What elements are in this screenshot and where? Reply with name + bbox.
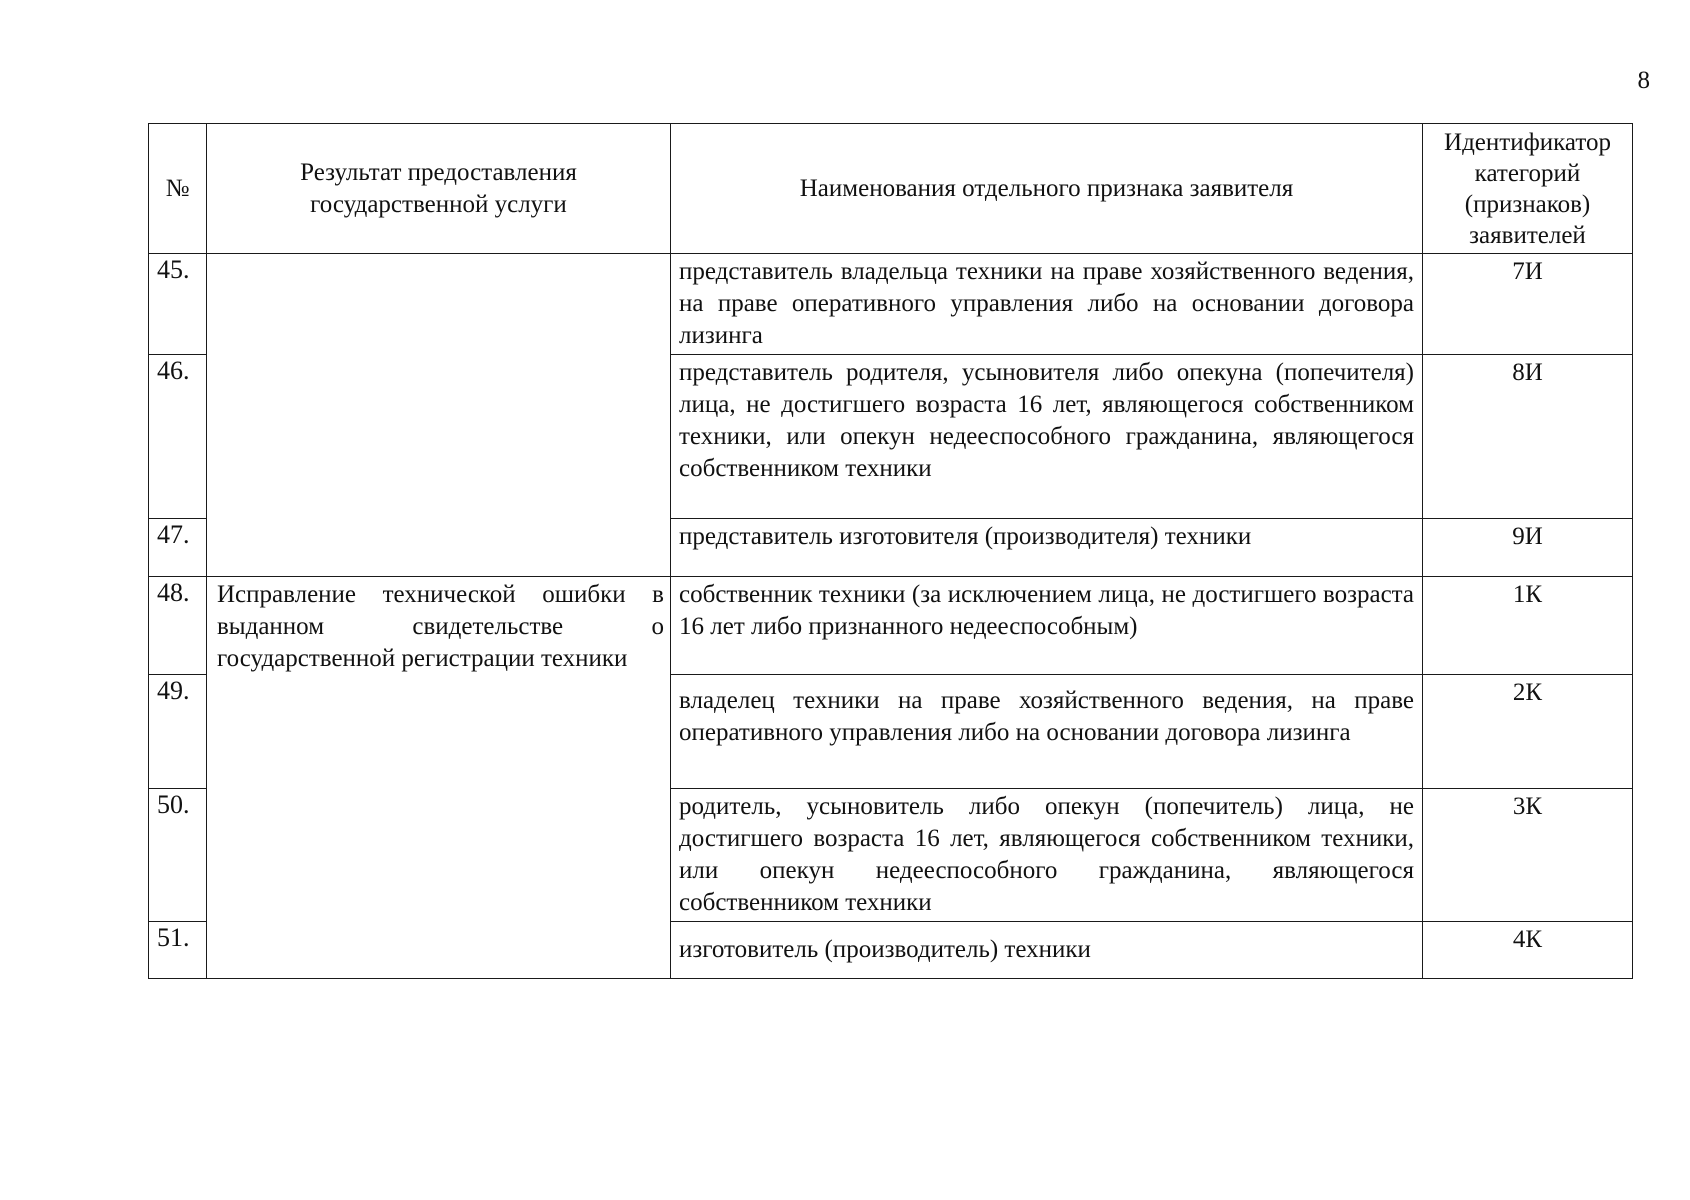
attribute-cell: собственник техники (за исключением лица, не достигшего возраста 16 лет либо признанного недееспособным) bbox=[671, 577, 1423, 675]
table-row bbox=[149, 577, 1633, 675]
page-number: 8 bbox=[1637, 67, 1650, 94]
row-number: 47. bbox=[149, 519, 207, 577]
attribute-cell: родитель, усыновитель либо опекун (попечитель) лица, не достигшего возраста 16 лет, являющегося собственником техники, или опекун недееспособного гражданина, являющегося собственником техники bbox=[671, 789, 1423, 922]
attribute-cell: представитель изготовителя (производителя) техники bbox=[671, 519, 1423, 577]
result-cell: Исправление технической ошибки в выданном свидетельстве о государственной регистрации техники bbox=[207, 577, 671, 979]
attribute-cell: владелец техники на праве хозяйственного ведения, на праве оперативного управления либо на основании договора лизинга bbox=[671, 675, 1423, 789]
attribute-cell: представитель родителя, усыновителя либо опекуна (попечителя) лица, не достигшего возраста 16 лет, являющегося собственником техники, или опекун недееспособного гражданина, являющегося собственником техники bbox=[671, 355, 1423, 519]
table-row bbox=[149, 254, 1633, 355]
identifier-cell: 2К bbox=[1423, 675, 1633, 789]
identifier-cell: 7И bbox=[1423, 254, 1633, 355]
header-attribute: Наименования отдельного признака заявителя bbox=[671, 124, 1423, 254]
row-number: 51. bbox=[149, 922, 207, 979]
identifier-cell: 9И bbox=[1423, 519, 1633, 577]
attribute-cell: представитель владельца техники на праве хозяйственного ведения, на праве оперативного управления либо на основании договора лизинга bbox=[671, 254, 1423, 355]
applicant-categories-table bbox=[148, 123, 1633, 979]
row-number: 46. bbox=[149, 355, 207, 519]
identifier-cell: 4К bbox=[1423, 922, 1633, 979]
result-cell-continued bbox=[207, 254, 671, 577]
header-number: № bbox=[149, 124, 207, 254]
identifier-cell: 1К bbox=[1423, 577, 1633, 675]
row-number: 49. bbox=[149, 675, 207, 789]
identifier-cell: 3К bbox=[1423, 789, 1633, 922]
table-header-row bbox=[149, 124, 1633, 254]
row-number: 48. bbox=[149, 577, 207, 675]
attribute-cell: изготовитель (производитель) техники bbox=[671, 922, 1423, 979]
header-identifier: Идентификатор категорий (признаков) заявителей bbox=[1423, 124, 1633, 254]
header-result: Результат предоставления государственной услуги bbox=[207, 124, 671, 254]
identifier-cell: 8И bbox=[1423, 355, 1633, 519]
row-number: 50. bbox=[149, 789, 207, 922]
row-number: 45. bbox=[149, 254, 207, 355]
